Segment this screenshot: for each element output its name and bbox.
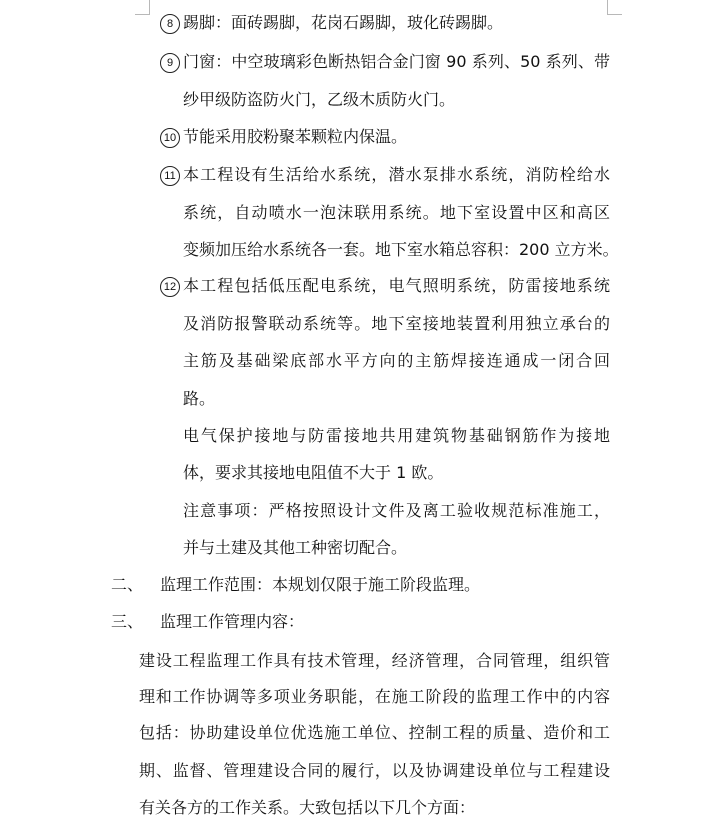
item-text-line: 及消防报警联动系统等。地下室接地装置利用独立承台的: [183, 314, 610, 333]
item-text-line: 节能采用胶粉聚苯颗粒内保温。: [183, 127, 408, 146]
page-corner-mark-right: [607, 0, 622, 15]
item-text-line: 路。: [183, 389, 216, 408]
body-paragraph-line: 有关各方的工作关系。大致包括以下几个方面：: [139, 798, 476, 817]
item-text-line: 本工程设有生活给水系统，潜水泵排水系统，消防栓给水: [183, 165, 610, 184]
body-paragraph-line: 理和工作协调等多项业务职能，在施工阶段的监理工作中的内容: [139, 687, 610, 706]
item-text-line: 纱甲级防盗防火门，乙级木质防火门。: [183, 90, 456, 109]
body-paragraph-line: 期、监督、管理建设合同的履行，以及协调建设单位与工程建设: [139, 761, 610, 780]
item-text-line: 主筋及基础梁底部水平方向的主筋焊接连通成一闭合回: [183, 351, 610, 370]
body-paragraph-line: 包括：协助建设单位优选施工单位、控制工程的质量、造价和工: [139, 723, 610, 742]
paragraph-line: 电气保护接地与防雷接地共用建筑物基础钢筋作为接地: [183, 426, 610, 445]
item-number-badge: 9: [160, 53, 180, 73]
item-number-badge: 10: [160, 128, 180, 148]
paragraph-line: 体，要求其接地电阻值不大于 1 欧。: [183, 463, 444, 482]
item-text-line: 本工程包括低压配电系统，电气照明系统，防雷接地系统: [183, 276, 610, 295]
section-heading: 监理工作范围：本规划仅限于施工阶段监理。: [160, 575, 481, 594]
section-number: 二、: [111, 575, 144, 594]
paragraph-line: 注意事项：严格按照设计文件及离工验收规范标准施工，: [183, 501, 610, 520]
item-text-line: 系统，自动喷水一泡沫联用系统。地下室设置中区和高区: [183, 203, 610, 222]
page-corner-mark-left: [135, 0, 150, 15]
item-number-badge: 11: [160, 166, 180, 186]
section-heading: 监理工作管理内容：: [160, 612, 305, 631]
item-number-badge: 8: [160, 14, 180, 34]
paragraph-line: 并与土建及其他工种密切配合。: [183, 538, 408, 557]
body-paragraph-line: 建设工程监理工作具有技术管理，经济管理，合同管理，组织管: [139, 651, 610, 670]
item-number-badge: 12: [160, 277, 180, 297]
item-text-line: 门窗：中空玻璃彩色断热铝合金门窗 90 系列、50 系列、带: [183, 52, 610, 71]
item-text-line: 踢脚：面砖踢脚，花岗石踢脚，玻化砖踢脚。: [183, 13, 504, 32]
item-text-line: 变频加压给水系统各一套。地下室水箱总容积：200 立方米。: [183, 240, 619, 259]
section-number: 三、: [111, 612, 144, 631]
